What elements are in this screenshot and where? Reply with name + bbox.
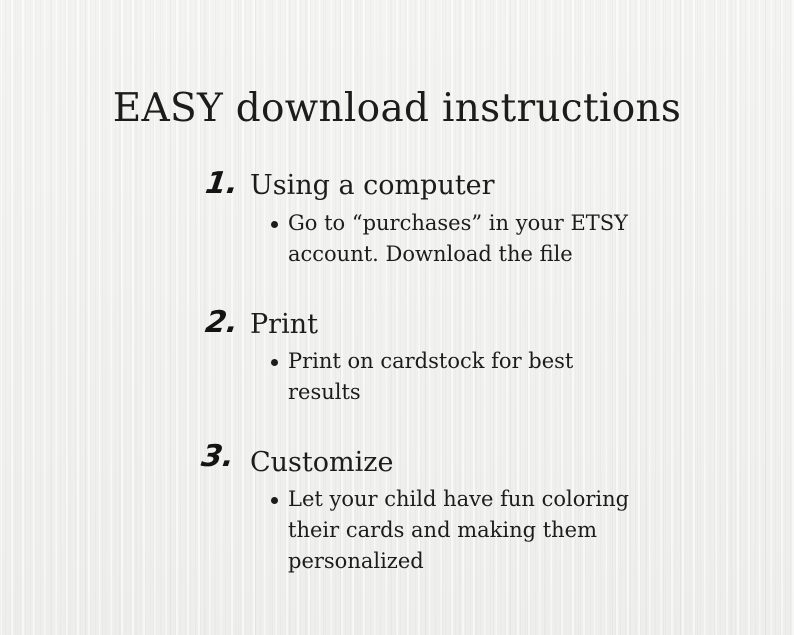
step-3-title: Customize [250, 447, 394, 478]
step-3-number: 3. [199, 439, 237, 474]
bullet-icon [271, 359, 278, 366]
page-title: EASY download instructions [112, 86, 682, 131]
bullet-icon [271, 221, 278, 228]
step-1-bullet-line-1: Go to “purchases” in your ETSY [288, 211, 629, 235]
step-1-title: Using a computer [250, 170, 495, 201]
step-2-bullet-line-2: results [288, 380, 361, 404]
step-1-number: 1. [203, 166, 241, 201]
bullet-icon [271, 497, 278, 504]
step-3-bullet-line-3: personalized [288, 549, 424, 573]
step-2-bullet-line-1: Print on cardstock for best [288, 349, 574, 373]
step-2-title: Print [250, 309, 318, 340]
step-3-bullet-line-2: their cards and making them [288, 518, 598, 542]
step-1-bullet-line-2: account. Download the file [288, 242, 573, 266]
step-3-bullet-line-1: Let your child have fun coloring [288, 487, 630, 511]
step-2-number: 2. [203, 305, 241, 340]
